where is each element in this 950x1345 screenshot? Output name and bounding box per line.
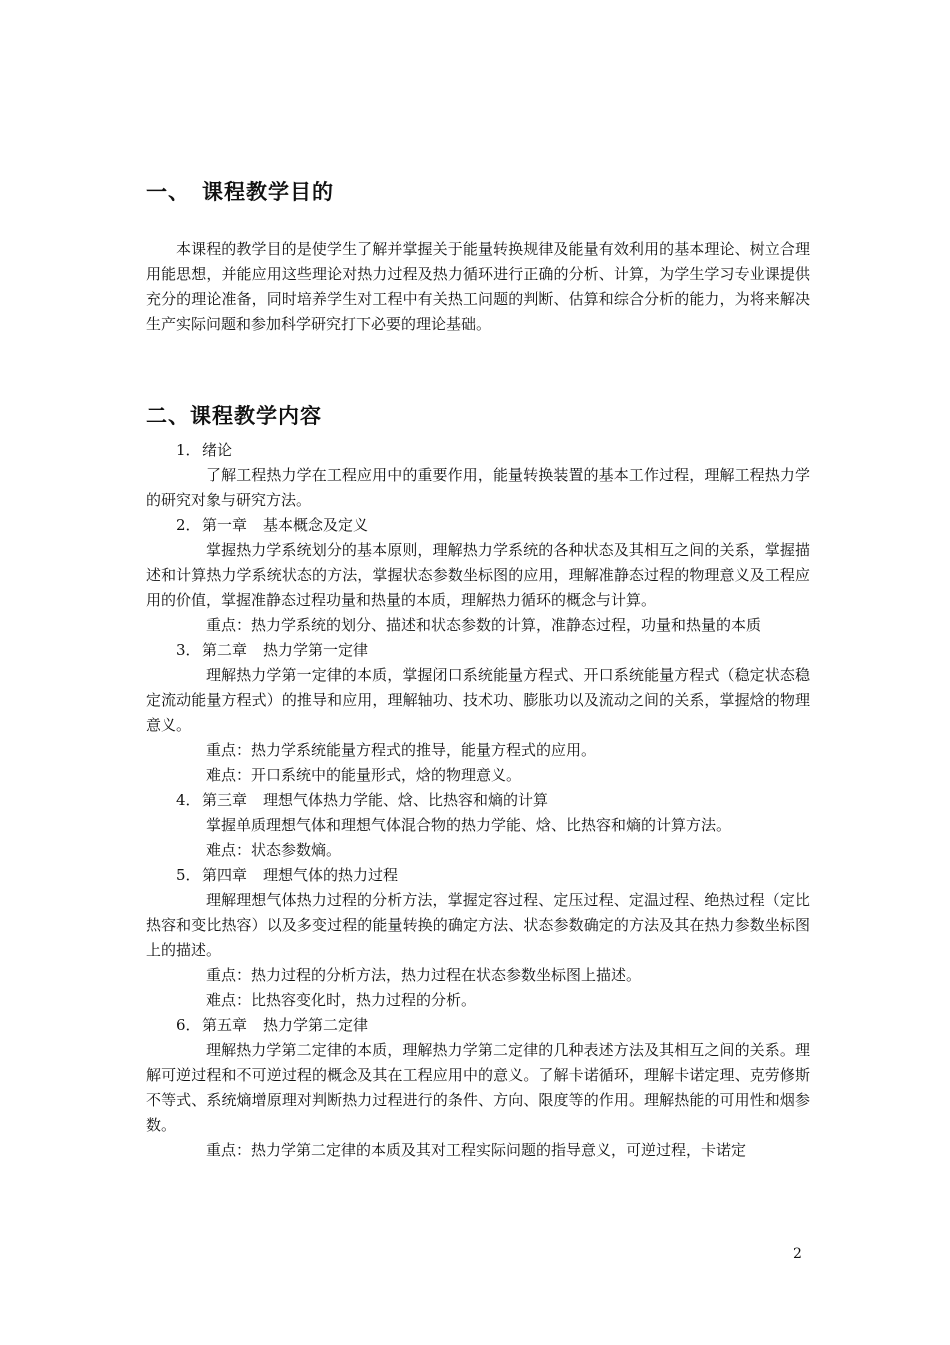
item-difficulty: 难点：状态参数熵。: [206, 841, 342, 859]
section-1-title: 课程教学目的: [202, 180, 334, 204]
item-title: [146, 638, 810, 663]
item-name: 热力学第一定律: [263, 641, 369, 659]
item-name: 理想气体的热力过程: [263, 866, 399, 884]
item-index: 5．: [176, 866, 201, 884]
item-chapter: 绪论: [202, 441, 233, 459]
item-chapter: 第四章: [202, 866, 248, 884]
item-chapter: 第一章: [202, 516, 248, 534]
item-chapter: 第二章: [202, 641, 248, 659]
item-description: 理解热力学第一定律的本质，掌握闭口系统能量方程式、开口系统能量方程式（稳定状态稳定流动能量方程式）的推导和应用，理解轴功、技术功、膨胀功以及流动之间的关系，掌握焓的物理意义。: [146, 666, 810, 734]
item-key-point: 重点：热力学系统的划分、描述和状态参数的计算，准静态过程，功量和热量的本质: [206, 616, 762, 634]
item-index: 6．: [176, 1016, 201, 1034]
item-index: 1．: [176, 441, 201, 459]
item-difficulty: 难点：开口系统中的能量形式，焓的物理意义。: [206, 766, 522, 784]
item-index: 2．: [176, 516, 201, 534]
item-name: 基本概念及定义: [263, 516, 369, 534]
item-index: 3．: [176, 641, 201, 659]
item-title: [146, 438, 810, 463]
section-1-number: 一、: [146, 180, 190, 204]
item-key-point: 重点：热力过程的分析方法，热力过程在状态参数坐标图上描述。: [206, 966, 642, 984]
item-chapter: 第五章: [202, 1016, 248, 1034]
section-2-heading: 二、课程教学内容: [146, 404, 322, 428]
item-title: [146, 863, 810, 888]
item-index: 4．: [176, 791, 201, 809]
item-title: [146, 513, 810, 538]
item-description: 掌握热力学系统划分的基本原则，理解热力学系统的各种状态及其相互之间的关系，掌握描述和计算热力学系统状态的方法，掌握状态参数坐标图的应用，理解准静态过程的物理意义及工程应用的价值，掌握准静态过程功量和热量的本质，理解热力循环的概念与计算。: [146, 541, 810, 609]
page-number: 2: [793, 1246, 802, 1262]
item-chapter: 第三章: [202, 791, 248, 809]
section-1-heading: [146, 176, 334, 206]
item-difficulty: 难点：比热容变化时，热力过程的分析。: [206, 991, 477, 1009]
item-description: 掌握单质理想气体和理想气体混合物的热力学能、焓、比热容和熵的计算方法。: [206, 816, 732, 834]
item-name: 热力学第二定律: [263, 1016, 369, 1034]
item-key-point: 重点：热力学第二定律的本质及其对工程实际问题的指导意义，可逆过程，卡诺定: [206, 1141, 747, 1159]
item-description: 理解热力学第二定律的本质，理解热力学第二定律的几种表述方法及其相互之间的关系。理解可逆过程和不可逆过程的概念及其在工程应用中的意义。了解卡诺循环，理解卡诺定理、克劳修斯不等式、系统熵增原理对判断热力过程进行的条件、方向、限度等的作用。理解热能的可用性和烟参数。: [146, 1041, 810, 1134]
item-description: 了解工程热力学在工程应用中的重要作用，能量转换装置的基本工作过程，理解工程热力学的研究对象与研究方法。: [146, 466, 810, 509]
item-key-point: 重点：热力学系统能量方程式的推导，能量方程式的应用。: [206, 741, 597, 759]
section-1-paragraph: 本课程的教学目的是使学生了解并掌握关于能量转换规律及能量有效利用的基本理论、树立合理用能思想，并能应用这些理论对热力过程及热力循环进行正确的分析、计算，为学生学习专业课提供充分的理论准备，同时培养学生对工程中有关热工问题的判断、估算和综合分析的能力，为将来解决生产实际问题和参加科学研究打下必要的理论基础。: [146, 240, 810, 333]
item-name: 理想气体热力学能、焓、比热容和熵的计算: [263, 791, 549, 809]
item-title: [146, 1013, 810, 1038]
item-title: [146, 788, 810, 813]
item-description: 理解理想气体热力过程的分析方法，掌握定容过程、定压过程、定温过程、绝热过程（定比热容和变比热容）以及多变过程的能量转换的确定方法、状态参数确定的方法及其在热力参数坐标图上的描述。: [146, 891, 810, 959]
section-2-content: [146, 438, 810, 1163]
